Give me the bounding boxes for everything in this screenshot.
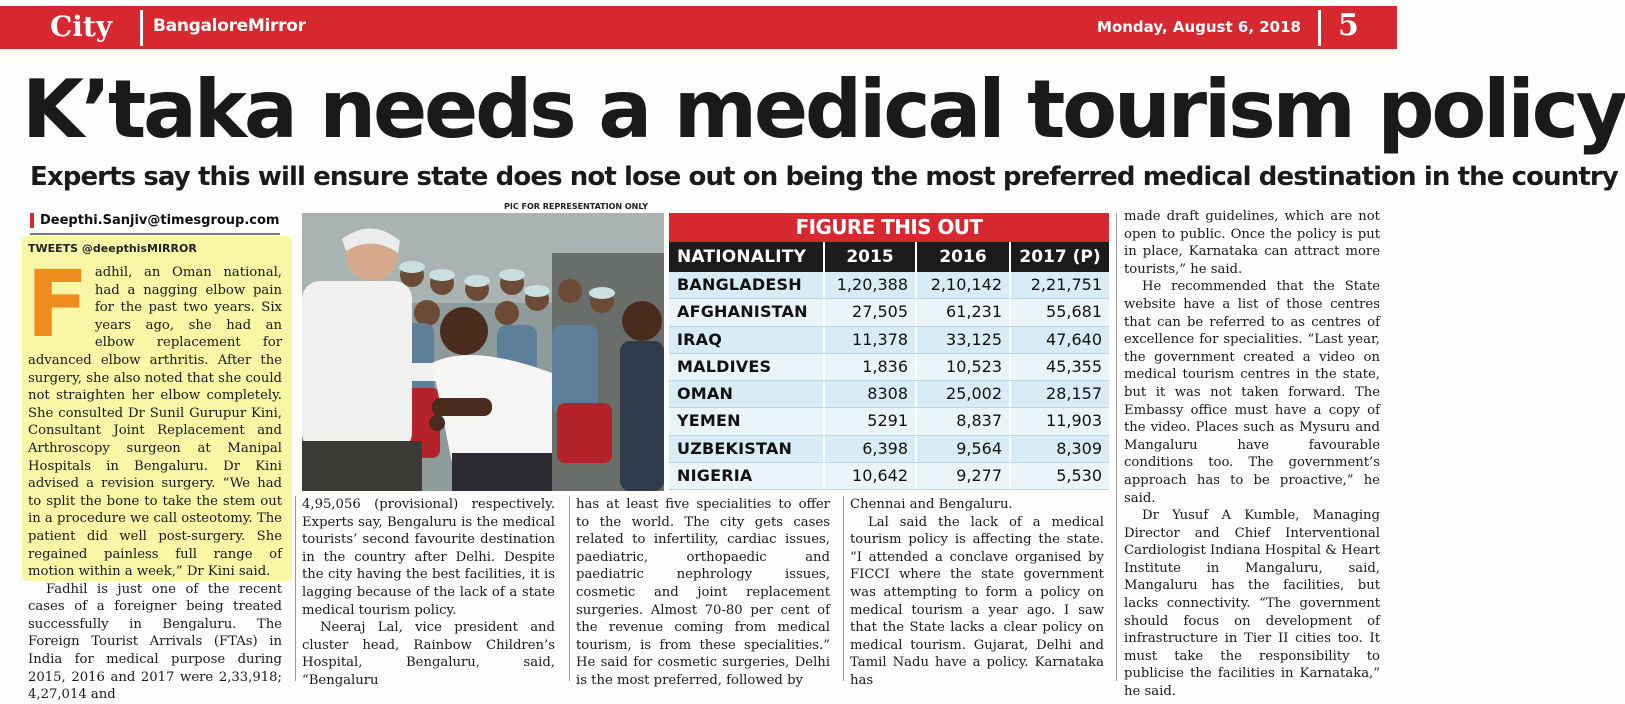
cell-2016: 33,125 <box>915 327 1009 353</box>
cell-2017: 28,157 <box>1009 381 1109 407</box>
cell-2016: 9,564 <box>915 436 1009 462</box>
figure-table <box>669 213 1109 487</box>
article-photo <box>302 213 664 491</box>
column-3 <box>576 496 830 690</box>
masthead-divider <box>140 10 143 46</box>
column-5 <box>1124 208 1380 701</box>
header-2017: 2017 (P) <box>1009 242 1109 272</box>
paragraph: has at least five specialities to offer to the world. The city gets cases related to infertility, cardiac issues, paediatric, orthopaedic and paediatric nephrology issues, cosmetic and joint replacement surgeries. Almost 70-80 per cent of the revenue coming from medical tourism, is from these specialities.” He said for cosmetic surgeries, Delhi is the most preferred, followed by <box>576 497 830 688</box>
paragraph: Chennai and Bengaluru. <box>850 497 1013 512</box>
intro-paragraph <box>26 251 282 581</box>
table-row <box>669 381 1109 408</box>
table-row <box>669 463 1109 490</box>
header-nationality: NATIONALITY <box>677 247 807 267</box>
masthead-bar <box>0 6 1397 49</box>
cell-2017: 55,681 <box>1009 299 1109 325</box>
cell-2016: 2,10,142 <box>915 272 1009 298</box>
intro-text: adhil, an Oman national, had a nagging elbow pain for the past two years. Six years ago, she had an elbow replacement for advanced elbow arthritis. After the surgery, she also noted that she could not straighten her elbow completely. She consulted Dr Sunil Gurupur Kini, Consultant Joint Replacement and Arthroscopy surgeon at Manipal Hospitals in Bengaluru. Dr Kini advised a revision surgery. “We had to split the bone to take the stem out in a procedure we call osteotomy. The patient did well post-surgery. She regained painless full range of motion within a week,” Dr Kini said. <box>28 265 282 580</box>
cell-2017: 45,355 <box>1009 354 1109 380</box>
masthead-divider <box>1318 10 1321 46</box>
cell-2015: 27,505 <box>823 299 915 325</box>
cell-nationality: IRAQ <box>677 329 723 349</box>
cell-2015: 1,20,388 <box>823 272 915 298</box>
cell-nationality: MALDIVES <box>677 356 772 376</box>
table-row <box>669 327 1109 354</box>
cell-nationality: BANGLADESH <box>677 275 802 294</box>
header-2016: 2016 <box>915 242 1009 272</box>
table-row <box>669 272 1109 299</box>
paragraph: 4,95,056 (provisional) respectively. Experts say, Bengaluru is the medical tourists’ second favourite destination in the country after Delhi. Despite the city having the best facilities, it is lagging because of the lack of a state medical tourism policy. <box>302 497 555 618</box>
cell-2017: 2,21,751 <box>1009 272 1109 298</box>
cell-2017: 5,530 <box>1009 463 1109 489</box>
cell-2017: 47,640 <box>1009 327 1109 353</box>
cell-2016: 9,277 <box>915 463 1009 489</box>
paragraph: He recommended that the State website have a list of those centres that can be referred to as centres of excellence for specialities. “Last year, the government created a video on medical tourism centres in the state, but it was not taken forward. The Embassy office must have a copy of the video. Places such as Mysuru and Mangaluru have favourable conditions too. The government’s approach has to be proactive,” he said. <box>1124 279 1380 506</box>
cell-2017: 8,309 <box>1009 436 1109 462</box>
cell-2016: 10,523 <box>915 354 1009 380</box>
column-divider <box>843 496 844 681</box>
column-divider <box>1116 213 1117 681</box>
cell-2015: 5291 <box>823 408 915 434</box>
paragraph: made draft guidelines, which are not open to public. Once the policy is put in place, Karnataka can attract more tourists,” he said. <box>1124 209 1380 277</box>
page-number: 5 <box>1338 8 1359 43</box>
table-title: FIGURE THIS OUT <box>669 213 1109 242</box>
column-divider <box>295 496 296 681</box>
table-row <box>669 408 1109 435</box>
cell-2015: 8308 <box>823 381 915 407</box>
photo-illustration <box>302 213 664 491</box>
paragraph: Fadhil is just one of the recent cases of a foreigner being treated successfully in Bengaluru. The Foreign Tourist Arrivals (FTAs) in India for medical purpose during 2015, 2016 and 2017 were 2,33,918; 4,27,014 and <box>28 581 282 703</box>
cell-2016: 8,837 <box>915 408 1009 434</box>
header-2015: 2015 <box>823 242 915 272</box>
column-divider <box>569 496 570 681</box>
drop-cap: F <box>26 251 89 358</box>
cell-nationality: OMAN <box>677 384 734 404</box>
cell-2016: 25,002 <box>915 381 1009 407</box>
column-2 <box>302 496 555 690</box>
paragraph: Dr Yusuf A Kumble, Managing Director and Chief Interventional Cardiologist Indiana Hospital & Heart Institute in Mangaluru, said, Mangaluru has the facilities, but lacks connectivity. “The government should focus on development of infrastructure in Tier II cities too. It must take the responsibility to publicise the facilities in Karnataka,” he said. <box>1124 508 1380 700</box>
table-row <box>669 436 1109 463</box>
twitter-handle: TWEETS @deepthisMIRROR <box>28 242 197 255</box>
cell-2015: 10,642 <box>823 463 915 489</box>
column-1 <box>26 251 282 704</box>
cell-nationality: YEMEN <box>677 411 741 431</box>
cell-nationality: NIGERIA <box>677 466 753 486</box>
issue-date: Monday, August 6, 2018 <box>1097 18 1301 36</box>
table-row <box>669 299 1109 326</box>
table-header-row <box>669 242 1109 272</box>
cell-nationality: UZBEKISTAN <box>677 438 793 458</box>
table-row <box>669 354 1109 381</box>
cell-2017: 11,903 <box>1009 408 1109 434</box>
byline: Deepthi.Sanjiv@timesgroup.com <box>30 213 288 228</box>
cell-nationality: AFGHANISTAN <box>677 302 808 322</box>
cell-2015: 11,378 <box>823 327 915 353</box>
cell-2015: 1,836 <box>823 354 915 380</box>
headline: K’taka needs a medical tourism policy <box>22 63 1625 156</box>
brand-name: BangaloreMirror <box>153 16 306 36</box>
section-label: City <box>50 10 113 43</box>
subheadline: Experts say this will ensure state does not lose out on being the most preferred medical destination in the country <box>30 162 1618 192</box>
column-4 <box>850 496 1104 690</box>
byline-divider <box>30 233 280 235</box>
paragraph: Neeraj Lal, vice president and cluster head, Rainbow Children’s Hospital, Bengaluru, said, “Bengaluru <box>302 620 555 688</box>
table-body <box>669 272 1109 490</box>
cell-2016: 61,231 <box>915 299 1009 325</box>
cell-2015: 6,398 <box>823 436 915 462</box>
photo-credit: PIC FOR REPRESENTATION ONLY <box>504 202 649 211</box>
paragraph: Lal said the lack of a medical tourism policy is affecting the state. “I attended a conclave organised by FICCI where the state government was attempting to form a policy on medical tourism a year ago. I saw that the State lacks a clear policy on medical tourism. Gujarat, Delhi and Tamil Nadu have a policy. Karnataka has <box>850 514 1104 688</box>
